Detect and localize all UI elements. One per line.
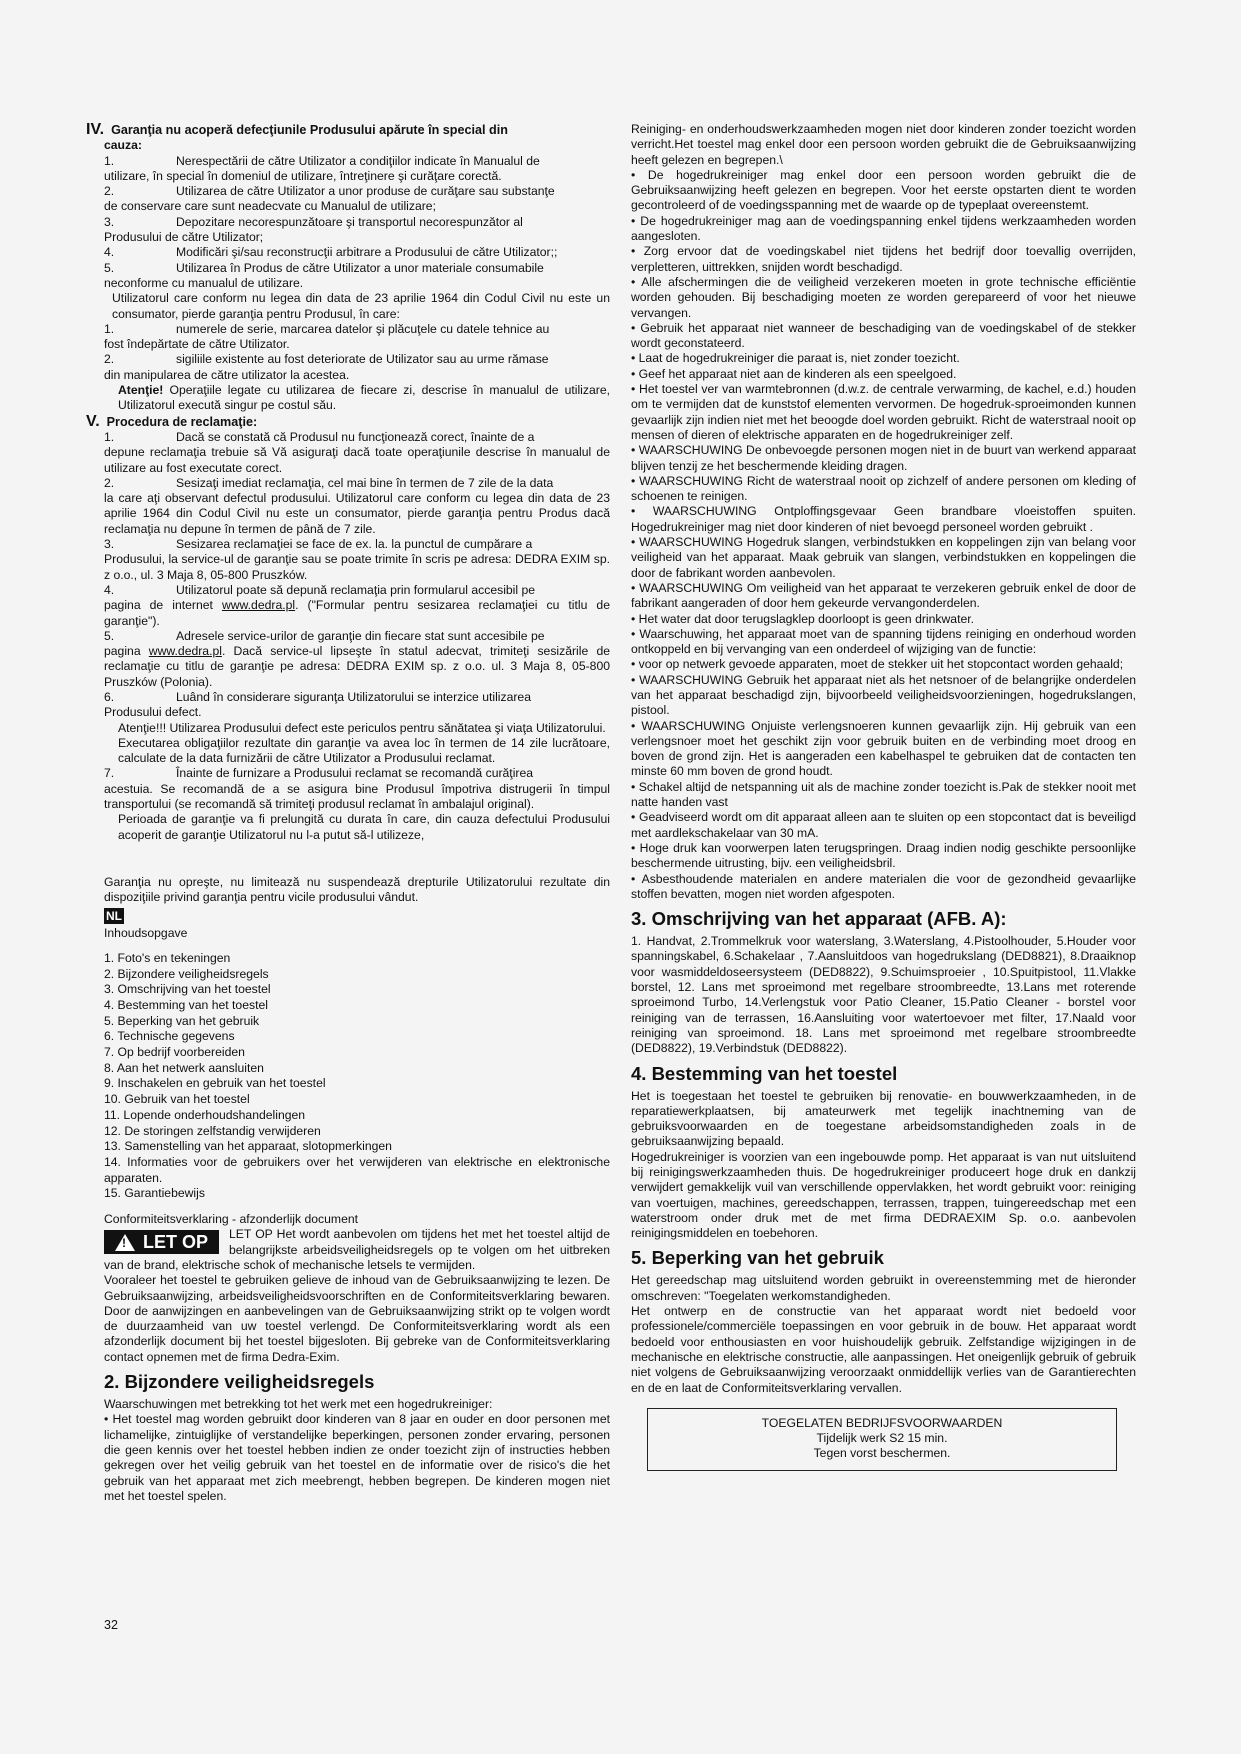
list-item: 1. Nerespectării de către Utilizator a condiţiilor indicate în Manualul de utilizare, în special în domeniul de utilizare, întreţinere şi curăţare corectă. [104, 153, 540, 183]
list-item: 5. Adresele service-urilor de garanţie din fiecare stat sunt accesibile pe pagina www.dedra.pl. Dacă service-ul lipseşte în statul adecvat, trimiteţi sesizările de reclamaţie cu titlu de garanţie pe adresa: DEDRA EXIM sp. z o.o. ul. 3 Maja 8, 05-800 Pruszków (Polonia). [104, 628, 610, 689]
safety-paragraph: • WAARSCHUWING Hogedruk slangen, verbindstukken en koppelingen zijn van belang voor veiligheid van het apparaat. Maak gebruik van slangen, verbindstukken en koppelingen die door de fabrikant worden aanbevolen. [631, 535, 1136, 580]
safety-paragraph: • WAARSCHUWING Om veiligheid van het apparaat te verzekeren gebruik enkel de door de fabrikant aangeraden of door hem gekeurde vervangonderdelen. [631, 580, 1136, 611]
toc-item: 9. Inschakelen en gebruik van het toestel [104, 1076, 326, 1091]
section-5-heading: 5. Beperking van het gebruik [631, 1247, 884, 1269]
list-item: 4. Modificări şi/sau reconstrucţii arbitrare a Produsului de către Utilizator;; [104, 245, 558, 260]
perioada-paragraph: Perioada de garanţie va fi prelungită cu durata în care, din cauza defectului Produsului acoperit de garanţie Utilizatorul nu l-a putut să-l utilizeze, [118, 812, 610, 842]
left-column [86, 121, 610, 1504]
safety-paragraph: • Alle afschermingen die de veiligheid verzekeren moeten in grote technische efficiëntie worden gehouden. Bij beschadiging moeten ze worden gerepareerd of voor het nieuwe vervangen. [631, 274, 1136, 320]
list-item: 5. Utilizarea în Produs de către Utilizator a unor materiale consumabile neconforme cu manualul de utilizare. [104, 260, 544, 290]
page-number: 32 [104, 1618, 118, 1632]
box-line: Tijdelijk werk S2 15 min. [816, 1431, 948, 1446]
safety-paragraph: • Het toestel ver van warmtebronnen (d.w.z. de centrale verwarming, de kachel, e.d.) houden om te vermijden dat de kunststof elementen vervormen. De hogedruk-sproeimonden kunnen gevaarlijk zijn indien niet met het beoogde doel worden gebruikt. Richt de waterstraal nooit op mensen of dieren of elektrische apparaten en de hogedrukreiniger zelf. [631, 382, 1136, 442]
dedra-link[interactable]: www.dedra.pl [221, 598, 296, 613]
safety-paragraph: • Hoge druk kan voorwerpen laten terugspringen. Draag indien nodig geschikte persoonlijke beschermende uitrusting, bijv. een veiligheidsbril. [631, 840, 1136, 871]
list-item: 7. Înainte de furnizare a Produsului reclamat se recomandă curăţirea acestuia. Se recomandă de a se asigura bine Produsul împotriva distrugerii în timpul transportului (se recomandă să trimiteţi produsul reclamat în ambalajul original). [104, 766, 610, 812]
safety-paragraph: • Laat de hogedrukreiniger die paraat is, niet zonder toezicht. [631, 351, 960, 366]
toc-item: 10. Gebruik van het toestel [104, 1092, 250, 1107]
toc-item: 12. De storingen zelfstandig verwijderen [104, 1123, 321, 1138]
iv-list [104, 154, 610, 292]
toc-item: 4. Bestemming van het toestel [104, 997, 268, 1012]
atentie-paragraph: Atenţie! Operaţiile legate cu utilizarea de fiecare zi, descrise în manualul de utilizare, Utilizatorul execută singur pe costul său. [118, 383, 610, 413]
warning-triangle-icon: ! [115, 1234, 135, 1251]
safety-paragraph: • WAARSCHUWING Gebruik het apparaat niet als het netsnoer of de belangrijke onderdelen van het apparaat beschadigd zijn, bijvoorbeeld veiligheidsvoorzieningen, hogedrukslangen, pistool. [631, 672, 1136, 718]
let-op-text: LET OP Het wordt aanbevolen om tijdens het met het toestel altijd de belangrijkste arbeidsveiligheidsregels op te volgen om het uitbreken van de brand, elektrische schok of mechanische letsels te vermijden. [104, 1227, 610, 1272]
consumer-paragraph: Utilizatorul care conform nu legea din data de 23 aprilie 1964 din Codul Civil nu este un consumator, pierde garanţia pentru Produsul, în care: [112, 291, 610, 321]
list-item: 1. numerele de serie, marcarea datelor şi plăcuţele cu datele tehnice au fost îndepărtate de către Utilizator. [104, 321, 550, 352]
section-v-heading: V. Procedura de reclamaţie: [86, 412, 258, 430]
list-item: 4. Utilizatorul poate să depună reclamaţia prin formularul accesibil pe pagina de internet www.dedra.pl. ("Formular pentru sesizarea reclamaţiei cu titlu de garanţie"). [104, 582, 610, 628]
list-item: 1. Dacă se constată că Produsul nu funcţionează corect, înainte de a depune reclamaţia trebuie să Vă asiguraţi dacă toate operaţiunile descrise în manualul de utilizare au fost executate corect. [104, 429, 610, 475]
dedra-link[interactable]: www.dedra.pl [148, 644, 222, 659]
toc-item: 3. Omschrijving van het toestel [104, 982, 271, 997]
toc-item: 5. Beperking van het gebruik [104, 1013, 260, 1028]
section-4-heading: 4. Bestemming van het toestel [631, 1062, 898, 1084]
section-iv-heading-cont: cauza: [104, 138, 142, 153]
section-4-paragraph: Het is toegestaan het toestel te gebruiken bij renovatie- en bouwwerkzaamheden, in de reparatiewerkplaatsen, bij amateurwerk met tegelijk inachtneming van de gebruiksvoorwaarden en de toegestane arbeidsomstandigheden zoals in de gebruiksaanwijzing bepaald. [631, 1088, 1136, 1149]
section-4-paragraph: Hogedrukreiniger is voorzien van een ingebouwde pomp. Het apparaat is van nut uitsluitend bij reinigingswerkzaamheden thuis. De hogedrukreiniger produceert hoge druk en dankzij verwijdert gemakkelijk vuil van verschillende oppervlakken, het wordt gebruikt voor: reiniging van voertuigen, machines, gereedschappen, terrassen, trappen, tuingereedschap met een waterstroom onder druk met de met firma DEDRAEXIM Sp. o.o. aanbevolen reinigingsmiddelen en toebehoren. [631, 1149, 1136, 1241]
section-2-intro: Waarschuwingen met betrekking tot het werk met een hogedrukreiniger: [104, 1397, 493, 1412]
toc-item: 8. Aan het netwerk aansluiten [104, 1060, 264, 1075]
list-item: 2. Utilizarea de către Utilizator a unor produse de curăţare sau substanţe de conservare care sunt neadecvate cu Manualul de utilizare; [104, 184, 555, 214]
list-item: 6. Luând în considerare siguranţa Utilizatorului se interzice utilizarea Produsului defect. [104, 689, 531, 720]
toc-item: 7. Op bedrijf voorbereiden [104, 1045, 245, 1060]
atentie-paragraph-2: Atenţie!!! Utilizarea Produsului defect este periculos pentru sănătatea şi viaţa Utilizatorului. [118, 720, 606, 735]
executarea-paragraph: Executarea obligaţiilor rezultate din garanţie va avea loc în termen de 14 zile lucrătoare, calculate de la data furnizării de către Utilizator a Produsului reclamat. [118, 735, 610, 766]
safety-paragraph: • Schakel altijd de netspanning uit als de machine zonder toezicht is.Pak de stekker nooit met natte handen vast [631, 779, 1136, 810]
let-op-block [104, 1227, 610, 1273]
toc-item: 15. Garantiebewijs [104, 1186, 205, 1201]
toc-item: 13. Samenstelling van het apparaat, slotopmerkingen [104, 1139, 392, 1154]
operating-conditions-box [647, 1408, 1117, 1471]
safety-paragraph: • Asbesthoudende materialen en andere materialen die voor de gezondheid gevaarlijke stoffen bevatten, mogen niet worden afgespoten. [631, 871, 1136, 901]
safety-paragraph: • Gebruik het apparaat niet wanneer de beschadiging van de voedingskabel of de stekker wordt geconstateerd. [631, 320, 1136, 351]
safety-paragraph: • Geadviseerd wordt om dit apparaat alleen aan te sluiten op een stopcontact dat is beveiligd met aardlekschakelaar van 30 mA. [631, 810, 1136, 840]
safety-paragraph: • Waarschuwing, het apparaat moet van de spanning tijdens reiniging en onderhoud worden ontkoppeld en bij vervanging van een onderdeel of wijziging van de functie: [631, 626, 1136, 657]
section-3-text: 1. Handvat, 2.Trommelkruk voor waterslang, 3.Waterslang, 4.Pistoolhouder, 5.Houder voor spanningskabel, 6.Schakelaar , 7.Aansluitdoos van hogedrukslang (DED8821), 8.Draaiknop voor wasmiddeldoseersysteem (DED8822), 9.Schuimsproeier , 10.Spuitpistool, 11.Vlakke borstel, 12. Lans met sproeimond met regelbare stroombreedte, 13.Lans met roterende sproeimond Turbo, 14.Verlengstuk voor Patio Cleaner, 15.Patio Cleaner - borstel voor reiniging van de terrassen, 16.Aansluiting voor watertoevoer met filter, 17.Naald voor reiniging van sproeimond. 18. Lans met sproeimond met regelbare stroombreedte (DED8822), 19.Verbindstuk (DED8822). [631, 934, 1136, 1056]
section-5-paragraph: Het gereedschap mag uitsluitend worden gebruikt in overeenstemming met de hieronder omschreven: "Toegelaten werkomstandigheden. [631, 1273, 1136, 1303]
section-2-bullet: • Het toestel mag worden gebruikt door kinderen van 8 jaar en ouder en door personen met lichamelijke, zintuiglijke of verstandelijke beperkingen, personen zonder ervaring, personen die geen kennis over het toestel hebben indien ze onder toezicht zijn of instructies hebben gekregen over het veilig gebruik van het toestel en de informatie over de risico's die het gebruik van het apparaat met zich meebrengt, hebben begrepen. De kinderen mogen niet met het toestel spelen. [104, 1412, 610, 1503]
language-badge: NL [106, 908, 122, 923]
warning-badge: ! LET OP [104, 1230, 219, 1254]
safety-paragraph: • WAARSCHUWING Richt de waterstraal nooit op zichzelf of andere personen om kleding of schoenen te reinigen. [631, 473, 1136, 504]
safety-paragraph: • WAARSCHUWING Ontploffingsgevaar Geen brandbare vloeistoffen spuiten. Hogedrukreiniger mag niet door kinderen of niet bevoegd personeel worden gebruikt . [631, 504, 1136, 534]
section-3-heading: 3. Omschrijving van het apparaat (AFB. A): [631, 908, 1007, 930]
list-item: 2. sigiliile existente au fost deteriorate de Utilizator sau au urme rămase din manipularea de către utilizator la acestea. [104, 352, 549, 382]
toc-item: 2. Bijzondere veiligheidsregels [104, 966, 269, 981]
toc-title: Inhoudsopgave [104, 925, 188, 940]
box-title: TOEGELATEN BEDRIJFSVOORWAARDEN [761, 1415, 1003, 1430]
table-of-contents [104, 951, 610, 1202]
safety-paragraph: • WAARSCHUWING Onjuiste verlengsnoeren kunnen gevaarlijk zijn. Hij gebruik van een verlengsnoer moet het geschikt zijn voor gebruik buiten en de verbinding moet droog en boven de grond zijn. Het is aangeraden een kabelhaspel te gebruiken dat de contacten ten minste 60 mm boven de grond houdt. [631, 718, 1136, 779]
safety-paragraph: • Het water dat door terugslagklep doorloopt is geen drinkwater. [631, 611, 975, 626]
section-5-paragraph: Het ontwerp en de constructie van het apparaat wordt niet bedoeld voor professionele/commerciële toepassingen en voor gebruik in de bouw. Het apparaat wordt bedoeld voor enthousiasten en voor huishoudelijk gebruik. Zelfstandige wijzigingen in de mechanische en elektrische constructie, alle aanpassingen. Het oneigenlijk gebruik of gebruik niet volgens de Gebruiksaanwijzing veroorzaakt onmiddellijk verlies van de Garantierechten en de en laat de Conformiteitsverklaring vervallen. [631, 1304, 1136, 1395]
safety-paragraph: • WAARSCHUWING De onbevoegde personen mogen niet in de buurt van werkend apparaat blijven tenzij ze het beschermende kleiding dragen. [631, 443, 1136, 473]
toc-item: 11. Lopende onderhoudshandelingen [104, 1107, 306, 1122]
list-item: 2. Sesizaţi imediat reclamaţia, cel mai bine în termen de 7 zile de la data la care aţi observant defectul produsului. Utilizatorul care conform cu legea din data de 23 aprilie 1964 din Codul Civil nu este un consumator, pierde garanţia pentru Produs dacă reclamaţia nu depune în termen de până de 7 zile. [104, 475, 610, 536]
list-item: 3. Depozitare necorespunzătoare şi transportul necorespunzător al Produsului de către Utilizator; [104, 214, 523, 245]
section-iv-heading: IV. Garanţia nu acoperă defecţiunile Produsului apărute în special din [86, 121, 508, 138]
list-item: 3. Sesizarea reclamaţiei se face de ex. la. la punctul de cumpărare a Produsului, la service-ul de garanţie sau se poate trimite în scris pe adresa: DEDRA EXIM sp. z o.o., ul. 3 Maja 8, 05-800 Pruszków. [104, 537, 610, 582]
safety-paragraph: • Geef het apparaat niet aan de kinderen als een speelgoed. [631, 366, 957, 381]
safety-paragraph: • Zorg ervoor dat de voedingskabel niet tijdens het bedrijf door toevallig overrijden, verpletteren, uittrekken, snijden wordt beschadigd. [631, 244, 1136, 274]
toc-item: 6. Technische gegevens [104, 1029, 235, 1044]
safety-paragraph: • De hogedrukreiniger mag enkel door een persoon worden gebruikt die de Gebruiksaanwijzing heeft gelezen en begrepen. Voor het eerste opstarten dient te worden gecontroleerd of de voedingsspanning met de waarde op de typeplaat overeenstemt. [631, 167, 1136, 213]
conformiteit-line: Conformiteitsverklaring - afzonderlijk document [104, 1212, 359, 1227]
box-line: Tegen vorst beschermen. [813, 1446, 951, 1461]
right-column [631, 122, 1136, 1471]
safety-paragraph: • De hogedrukreiniger mag aan de voedingspanning enkel tijdens werkzaamheden worden aangesloten. [631, 213, 1136, 244]
safety-paragraph: • voor op netwerk gevoede apparaten, moet de stekker uit het stopcontact worden gehaald; [631, 657, 1124, 672]
vooraleer-paragraph: Vooraleer het toestel te gebruiken gelieve de inhoud van de Gebruiksaanwijzing te lezen. De Gebruiksaanwijzing, arbeidsveiligheidsvoorschriften en de Conformiteitsverklaring bewaren. Door de aanwijzingen en aanbevelingen van de Gebruiksaanwijzing strikt op te volgen wordt de duurzaamheid van uw toestel verlengd. De Conformiteitsverklaring wordt als een afzonderlijk document bij het toestel bijgesloten. Bij gebreke van de Conformiteitsverklaring contact opnemen met de firma Dedra-Exim. [104, 1273, 610, 1364]
toc-item: 14. Informaties voor de gebruikers over het verwijderen van elektrische en elektronische apparaten. [104, 1154, 610, 1185]
garantia-paragraph: Garanţia nu opreşte, nu limitează nu suspendează drepturile Utilizatorului rezultate din dispoziţiile privind garanţia pentru vicile produsului vândut. [104, 874, 610, 905]
section-2-heading: 2. Bijzondere veiligheidsregels [104, 1371, 375, 1393]
toc-item: 1. Foto's en tekeningen [104, 950, 231, 965]
safety-paragraph: Reiniging- en onderhoudswerkzaamheden mogen niet door kinderen zonder toezicht worden verricht.Het toestel mag enkel door een persoon worden gebruikt die de Gebruiksaanwijzing heeft gelezen en begrepen.\ [631, 122, 1136, 167]
